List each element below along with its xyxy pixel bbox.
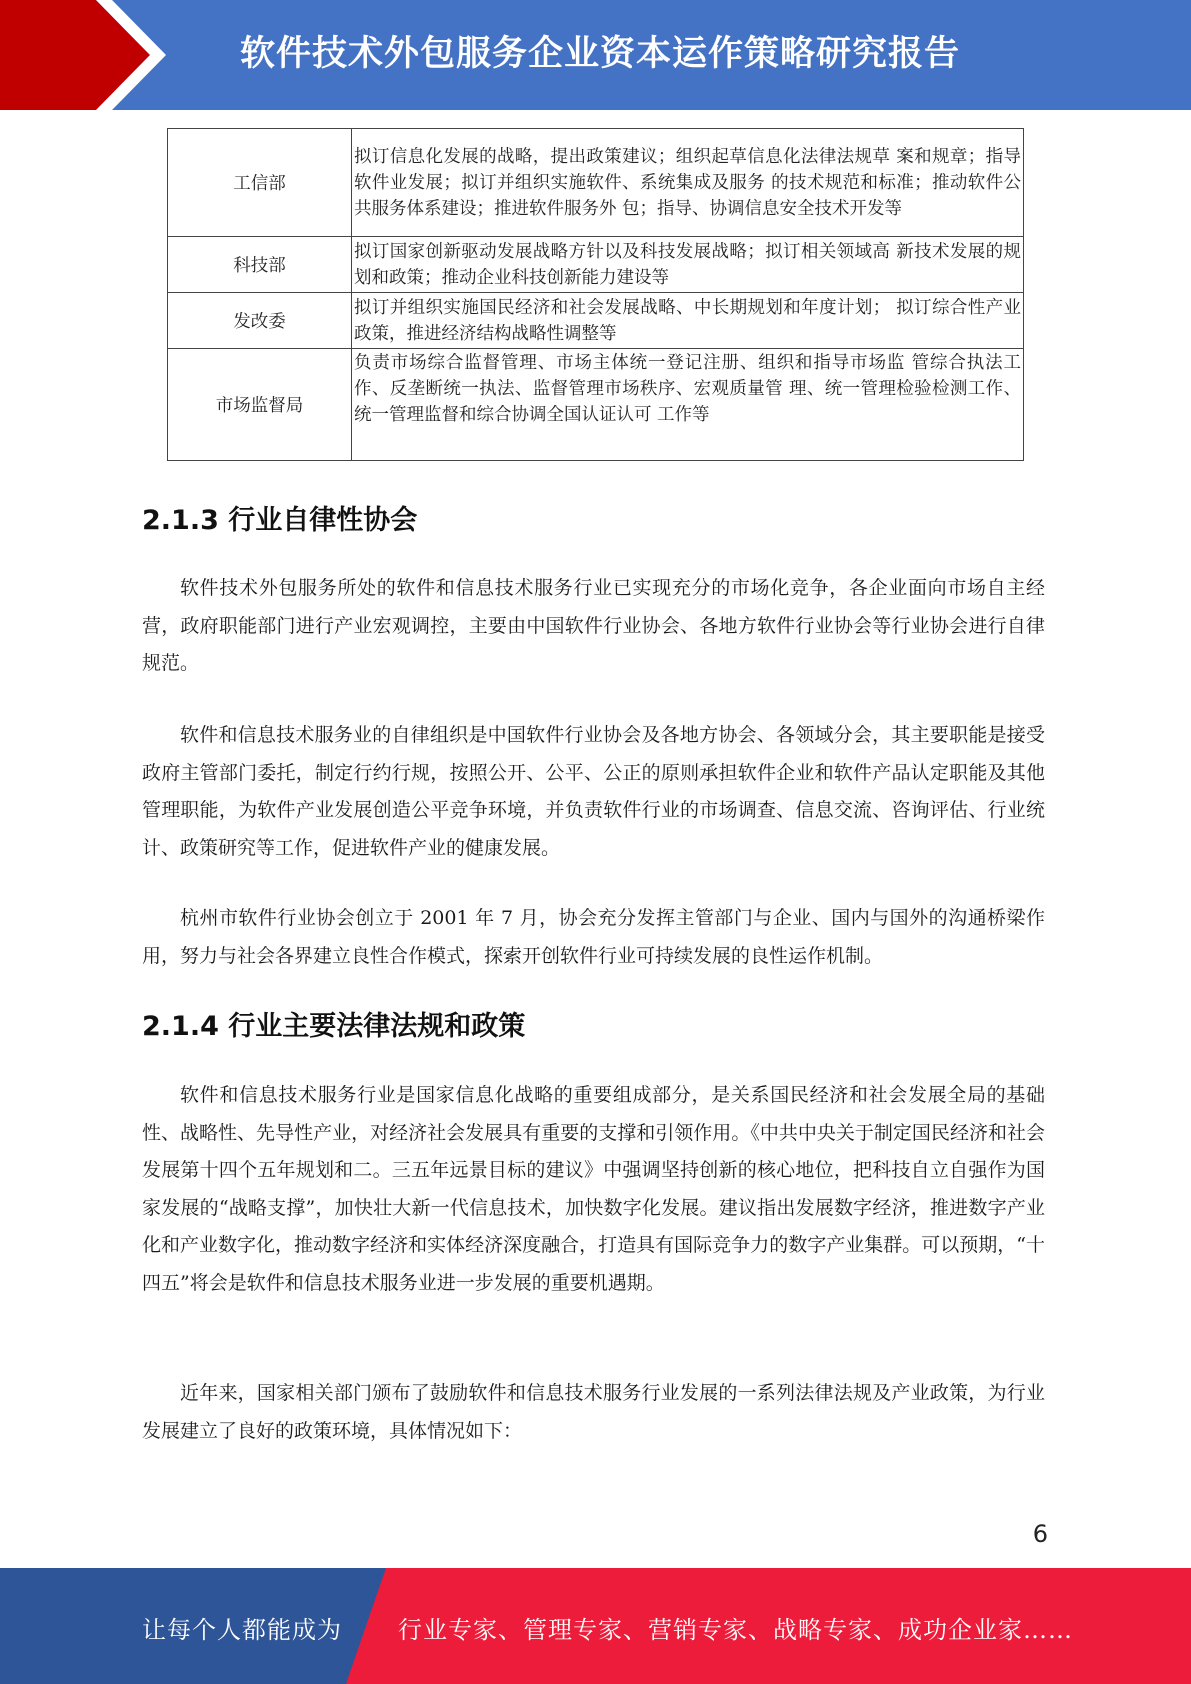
department-cell: 工信部 xyxy=(168,129,352,237)
table-row xyxy=(168,349,1024,461)
table-row xyxy=(168,293,1024,349)
paragraph: 软件和信息技术服务业的自律组织是中国软件行业协会及各地方协会、各领域分会，其主要职能是接受政府主管部门委托，制定行约行规，按照公开、公平、公正的原则承担软件企业和软件产品认定职能及其他管理职能，为软件产业发展创造公平竞争环境，并负责软件行业的市场调查、信息交流、咨询评估、行业统计、政策研究等工作，促进软件产业的健康发展。 xyxy=(142,724,1045,859)
paragraph: 近年来，国家相关部门颁布了鼓励软件和信息技术服务行业发展的一系列法律法规及产业政策，为行业发展建立了良好的政策环境，具体情况如下： xyxy=(142,1382,1045,1442)
duties-cell: 拟订并组织实施国民经济和社会发展战略、中长期规划和年度计划； 拟订综合性产业政策，推进经济结构战略性调整等 xyxy=(352,293,1024,349)
department-cell: 发改委 xyxy=(168,293,352,349)
table-row xyxy=(168,129,1024,237)
section-heading-2-1-3: 2.1.3 行业自律性协会 xyxy=(142,505,418,536)
footer-slogan-right: 行业专家、管理专家、营销专家、战略专家、成功企业家…… xyxy=(398,1616,1073,1644)
duties-cell: 负责市场综合监督管理、市场主体统一登记注册、组织和指导市场监 管综合执法工作、反垄断统一执法、监督管理市场秩序、宏观质量管 理、统一管理检验检测工作、统一管理监督和综合协调全国认证认可 工作等 xyxy=(352,349,1024,461)
footer-banner xyxy=(0,1568,1191,1684)
section-heading-2-1-4: 2.1.4 行业主要法律法规和政策 xyxy=(142,1011,526,1042)
table-row xyxy=(168,237,1024,293)
department-cell: 科技部 xyxy=(168,237,352,293)
footer-slogan-left: 让每个人都能成为 xyxy=(142,1616,342,1644)
header-title: 软件技术外包服务企业资本运作策略研究报告 xyxy=(240,34,961,74)
paragraph: 软件和信息技术服务行业是国家信息化战略的重要组成部分，是关系国民经济和社会发展全局的基础性、战略性、先导性产业，对经济社会发展具有重要的支撑和引领作用。《中共中央关于制定国民经济和社会发展第十四个五年规划和二。三五年远景目标的建议》中强调坚持创新的核心地位，把科技自立自强作为国家发展的“战略支撑”，加快壮大新一代信息技术，加快数字化发展。建议指出发展数字经济，推进数字产业化和产业数字化，推动数字经济和实体经济深度融合，打造具有国际竞争力的数字产业集群。可以预期，“十四五”将会是软件和信息技术服务业进一步发展的重要机遇期。 xyxy=(142,1084,1045,1294)
department-cell: 市场监督局 xyxy=(168,349,352,461)
page-number: 6 xyxy=(1032,1520,1048,1548)
paragraph: 杭州市软件行业协会创立于 2001 年 7 月，协会充分发挥主管部门与企业、国内与国外的沟通桥梁作用，努力与社会各界建立良性合作模式，探索开创软件行业可持续发展的良性运作机制。 xyxy=(142,907,1045,967)
paragraph: 软件技术外包服务所处的软件和信息技术服务行业已实现充分的市场化竞争，各企业面向市场自主经营，政府职能部门进行产业宏观调控，主要由中国软件行业协会、各地方软件行业协会等行业协会进行自律规范。 xyxy=(142,577,1045,674)
department-table-wrapper xyxy=(167,128,1024,461)
department-table xyxy=(167,128,1024,461)
duties-cell: 拟订信息化发展的战略，提出政策建议；组织起草信息化法律法规草 案和规章；指导软件业发展；拟订并组织实施软件、系统集成及服务 的技术规范和标准；推动软件公共服务体系建设；推进软件服务外 包；指导、协调信息安全技术开发等 xyxy=(352,129,1024,237)
header-banner xyxy=(0,0,1191,110)
duties-cell: 拟订国家创新驱动发展战略方针以及科技发展战略；拟订相关领域高 新技术发展的规划和政策；推动企业科技创新能力建设等 xyxy=(352,237,1024,293)
